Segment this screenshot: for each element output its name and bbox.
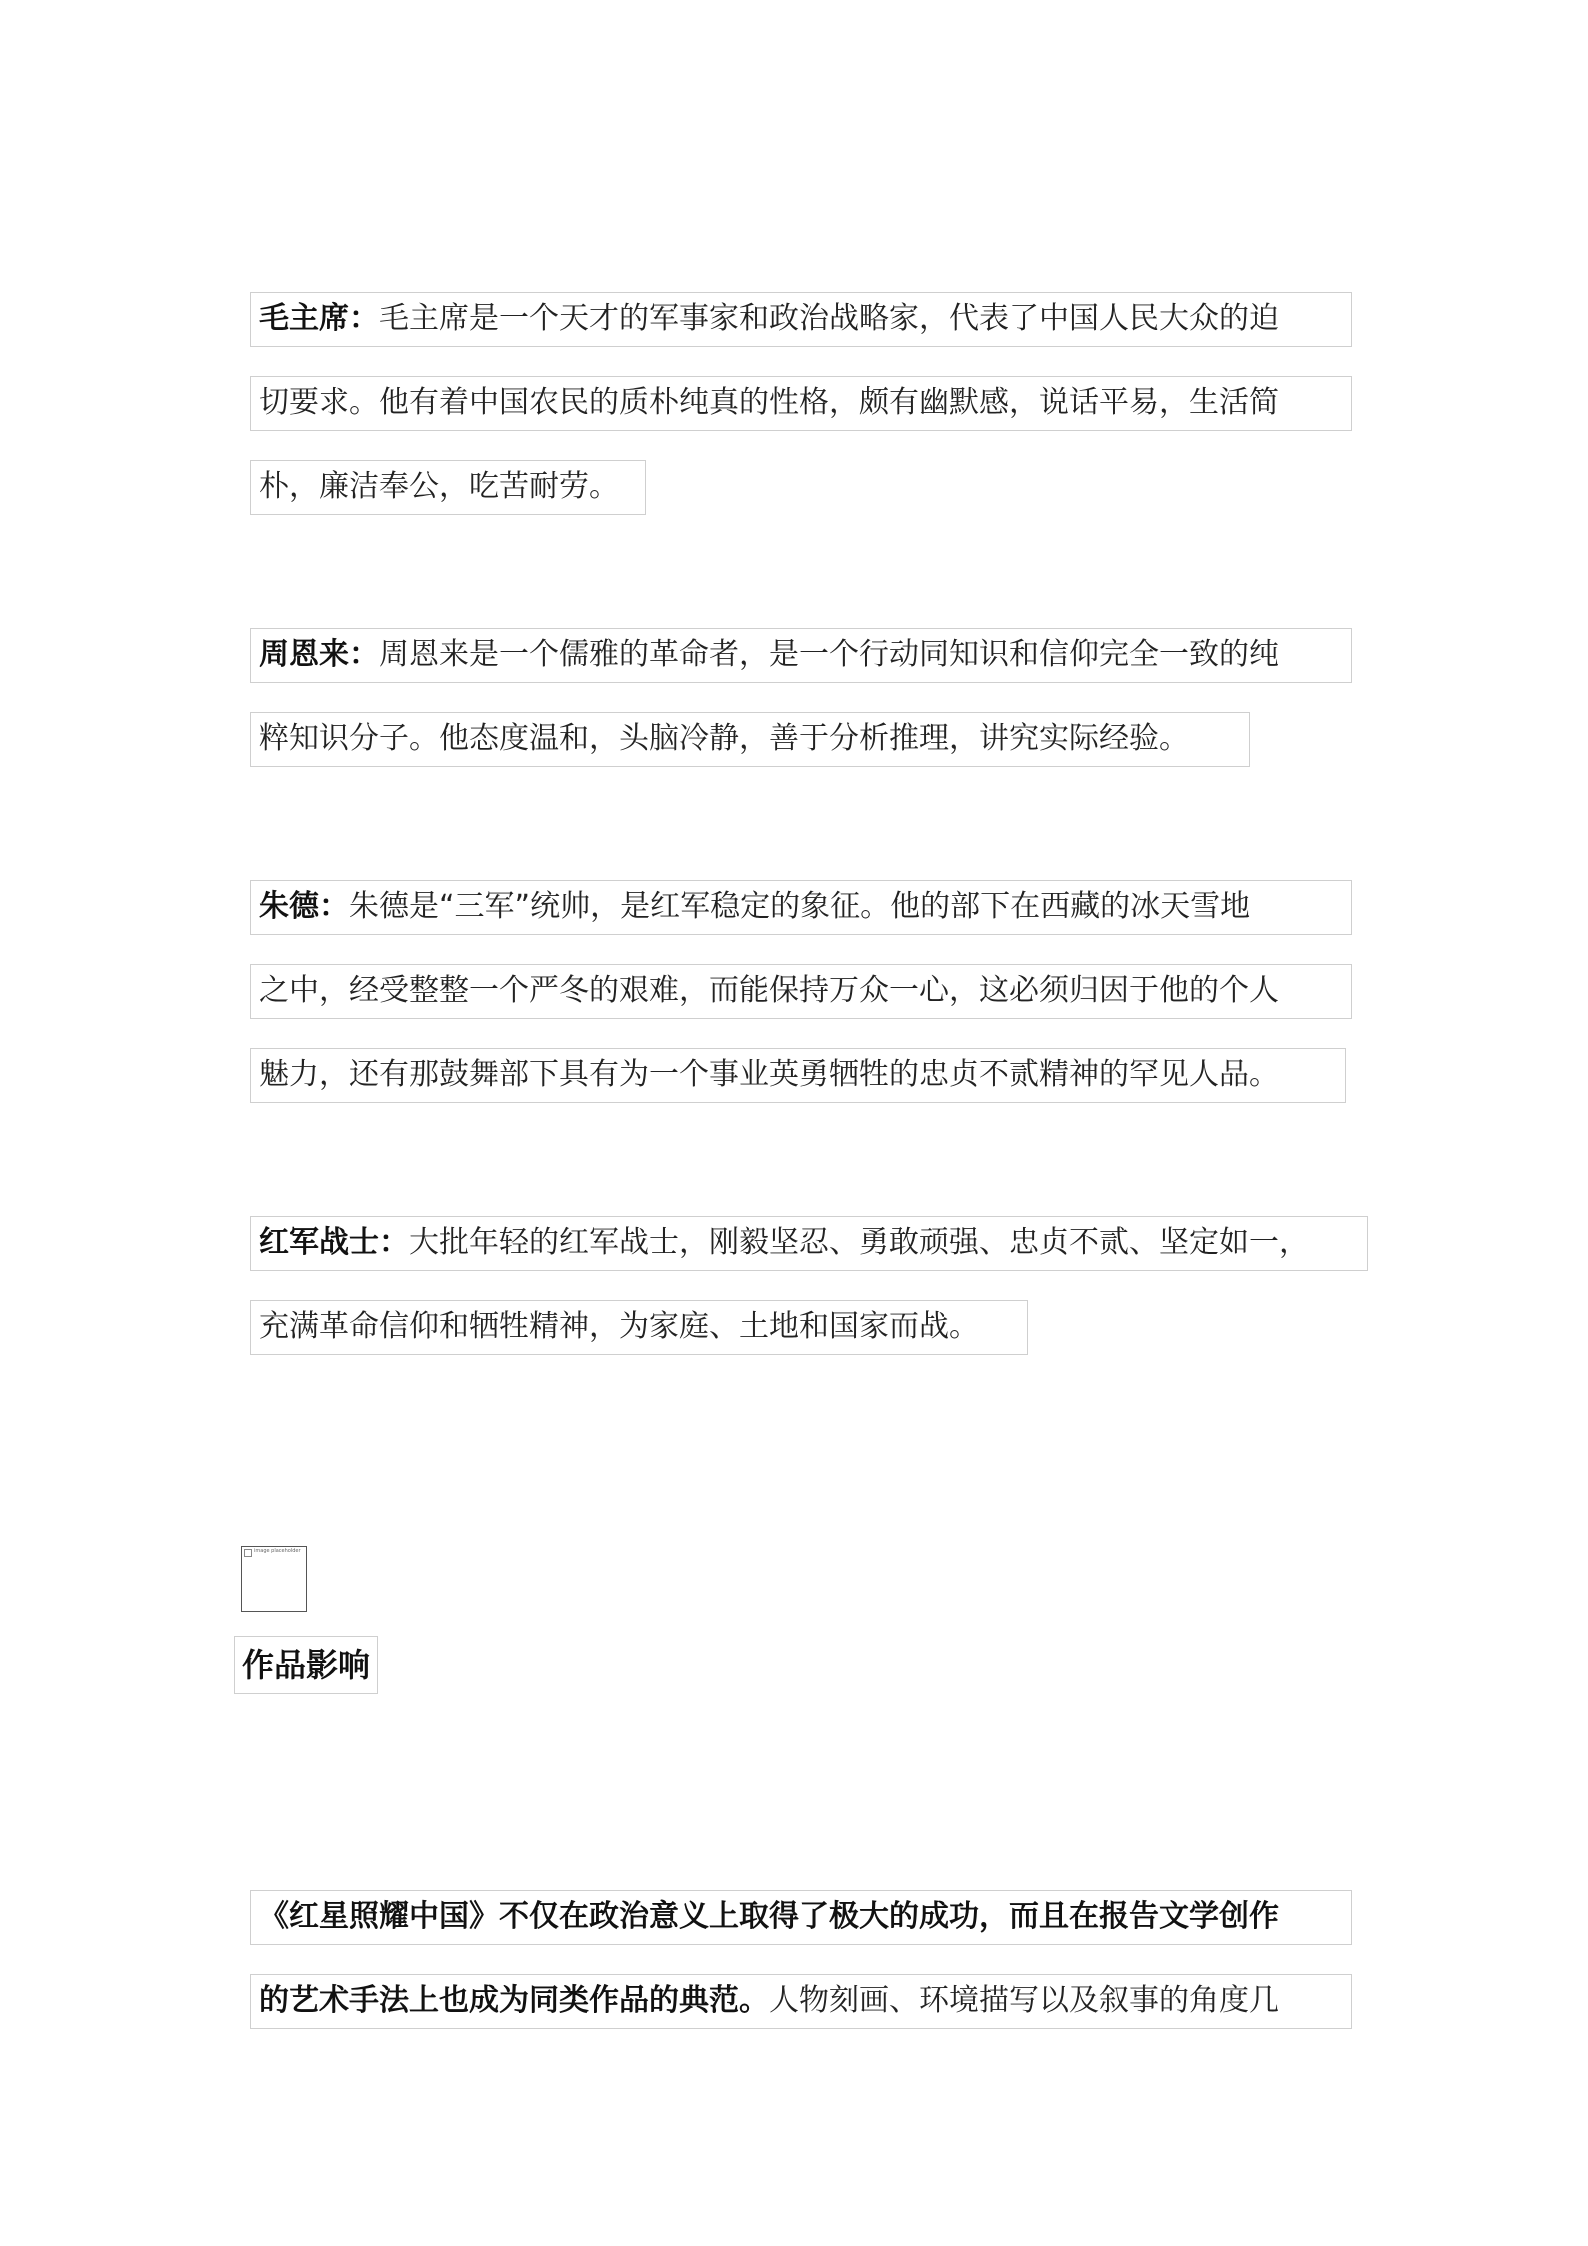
character-desc: 之中，经受整整一个严冬的艰难，而能保持万众一心，这必须归因于他的个人	[259, 973, 1279, 1008]
character-name-mao: 毛主席：	[259, 301, 379, 336]
character-name-zhu: 朱德：	[259, 889, 349, 924]
text-line-zhou-1	[250, 628, 1352, 683]
text-line-zhou-2	[250, 712, 1250, 767]
text-line-mao-2	[250, 376, 1352, 431]
text-line-mao-3	[250, 460, 646, 515]
text-line-soldier-2	[250, 1300, 1028, 1355]
influence-bold-text: 的艺术手法上也成为同类作品的典范。	[259, 1983, 769, 2018]
character-desc: 朱德是“三军”统帅，是红军稳定的象征。他的部下在西藏的冰天雪地	[349, 889, 1251, 924]
text-line-zhu-1	[250, 880, 1352, 935]
character-desc: 周恩来是一个儒雅的革命者，是一个行动同知识和信仰完全一致的纯	[379, 637, 1279, 672]
image-alt-text: image placeholder	[254, 1548, 301, 1554]
text-line-zhu-2	[250, 964, 1352, 1019]
character-name-soldier: 红军战士：	[259, 1225, 409, 1260]
character-name-zhou: 周恩来：	[259, 637, 379, 672]
character-desc: 毛主席是一个天才的军事家和政治战略家，代表了中国人民大众的迫	[379, 301, 1279, 336]
character-desc: 大批年轻的红军战士，刚毅坚忍、勇敢顽强、忠贞不贰、坚定如一，	[409, 1225, 1309, 1260]
image-placeholder	[241, 1546, 307, 1612]
character-desc: 粹知识分子。他态度温和，头脑冷静，善于分析推理，讲究实际经验。	[259, 721, 1189, 756]
character-desc: 魅力，还有那鼓舞部下具有为一个事业英勇牺牲的忠贞不贰精神的罕见人品。	[259, 1057, 1279, 1092]
character-desc: 充满革命信仰和牺牲精神，为家庭、土地和国家而战。	[259, 1309, 979, 1344]
section-heading: 作品影响	[234, 1636, 378, 1694]
text-line-soldier-1	[250, 1216, 1368, 1271]
text-line-zhu-3	[250, 1048, 1346, 1103]
text-line-mao-1	[250, 292, 1352, 347]
broken-image-icon	[244, 1549, 252, 1557]
influence-normal-text: 人物刻画、环境描写以及叙事的角度几	[769, 1983, 1279, 2018]
character-desc: 切要求。他有着中国农民的质朴纯真的性格，颇有幽默感，说话平易，生活简	[259, 385, 1279, 420]
character-desc: 朴，廉洁奉公，吃苦耐劳。	[259, 469, 619, 504]
influence-bold-text: 《红星照耀中国》不仅在政治意义上取得了极大的成功，而且在报告文学创作	[259, 1899, 1279, 1934]
text-line-influence-1	[250, 1890, 1352, 1945]
text-line-influence-2	[250, 1974, 1352, 2029]
